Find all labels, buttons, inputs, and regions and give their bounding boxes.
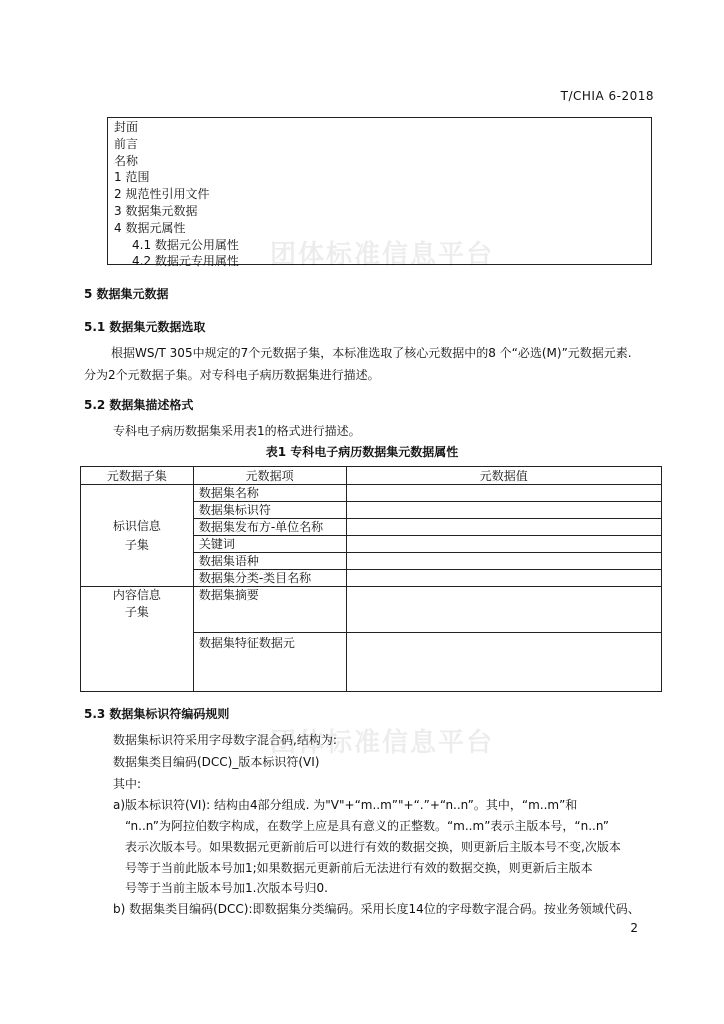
section-5-1-title: 5.1 数据集元数据选取 (84, 320, 206, 334)
standard-code-header: T/CHIA 6-2018 (560, 89, 654, 103)
group-label-line: 内容信息 (112, 588, 161, 602)
section-5-3-line: “n..n”为阿拉伯数字构成，在数学上应是具有意义的正整数。“m..m”表示主版本号，“n..n” (125, 819, 610, 833)
toc-item-scope[interactable]: 1 范围 (114, 170, 150, 185)
table-header-cell: 元数据项 (193, 467, 346, 485)
toc-item-normative-references[interactable]: 2 规范性引用文件 (114, 187, 210, 202)
section-5-3-title: 5.3 数据集标识符编码规则 (84, 707, 230, 721)
table-caption: 表1 专科电子病历数据集元数据属性 (265, 445, 459, 459)
metadata-attribute-table (80, 466, 662, 692)
table-header-row (81, 467, 662, 485)
toc-item-cover[interactable]: 封面 (114, 120, 139, 134)
group-label-identification (81, 485, 194, 587)
table-cell-item: 数据集特征数据元 (193, 633, 346, 692)
table-cell-value (346, 553, 661, 570)
table-cell-value (346, 519, 661, 536)
table-cell-item: 数据集摘要 (193, 587, 346, 633)
toc-item-specific-attributes[interactable]: 4.2 数据元专用属性 (132, 254, 239, 269)
group-label-line: 子集 (124, 537, 149, 552)
table-cell-value (346, 536, 661, 553)
table-cell-item: 数据集名称 (193, 485, 346, 502)
table-cell-value (346, 485, 661, 502)
table-row (81, 485, 662, 502)
table-row (81, 587, 662, 633)
table-cell-value (346, 570, 661, 587)
section-5-3-line: b) 数据集类目编码(DCC):即数据集分类编码。采用长度14位的字母数字混合码。按业务领域代码、 (113, 902, 640, 916)
toc-item-dataset-metadata[interactable]: 3 数据集元数据 (114, 203, 198, 218)
toc-item-foreword[interactable]: 前言 (114, 136, 139, 151)
table-cell-item: 数据集语种 (193, 553, 346, 570)
section-5-3-line: a)版本标识符(VI): 结构由4部分组成. 为"V"+“m..m”"+“.”+“n..n”。其中，“m..m”和 (113, 798, 578, 812)
table-cell-value (346, 587, 661, 633)
table-header-cell: 元数据子集 (81, 467, 194, 485)
table-cell-value (346, 502, 661, 519)
section-5-3-line: 表示次版本号。如果数据元更新前后可以进行有效的数据交换，则更新后主版本号不变,次版本 (125, 840, 621, 854)
section-5-3-line: 号等于当前此版本号加1;如果数据元更新前后无法进行有效的数据交换，则更新后主版本 (125, 861, 593, 875)
watermark-text: 团体标准信息平台 (270, 240, 495, 270)
table-cell-item: 数据集标识符 (193, 502, 346, 519)
group-label-line: 子集 (124, 605, 149, 619)
toc-item-data-element-attributes[interactable]: 4 数据元属性 (114, 220, 186, 235)
section-5-2-title: 5.2 数据集描述格式 (84, 398, 194, 412)
group-label-line: 标识信息 (112, 518, 161, 533)
table-cell-item: 关键词 (193, 536, 346, 553)
table-header-cell: 元数据值 (346, 467, 661, 485)
section-5-3-line: 号等于当前主版本号加1.次版本号归0. (125, 881, 328, 895)
section-5-2-para: 专科电子病历数据集采用表1的格式进行描述。 (113, 424, 361, 438)
table-cell-value (346, 633, 661, 692)
section-5-3-line: 数据集类目编码(DCC)_版本标识符(VI) (113, 755, 320, 769)
section-5-1-para-line2: 分为2个元数据子集。对专科电子病历数据集进行描述。 (84, 368, 380, 382)
watermark-text-lower: 团体标准信息平台 (270, 728, 495, 758)
table-cell-item: 数据集发布方-单位名称 (193, 519, 346, 536)
section-5-title: 5 数据集元数据 (84, 287, 169, 301)
page-number: 2 (630, 921, 638, 935)
toc-item-name[interactable]: 名称 (114, 153, 139, 168)
section-5-3-line: 其中: (113, 777, 142, 791)
section-5-1-para-line1: 根据WS/T 305中规定的7个元数据子集，本标准选取了核心元数据中的8 个“必选(M)”元数据元素. (111, 346, 632, 360)
toc-item-common-attributes[interactable]: 4.1 数据元公用属性 (132, 237, 239, 252)
section-5-3-line: 数据集标识符采用字母数字混合码,结构为: (113, 733, 337, 747)
group-label-content (81, 587, 194, 692)
table-cell-item: 数据集分类-类目名称 (193, 570, 346, 587)
